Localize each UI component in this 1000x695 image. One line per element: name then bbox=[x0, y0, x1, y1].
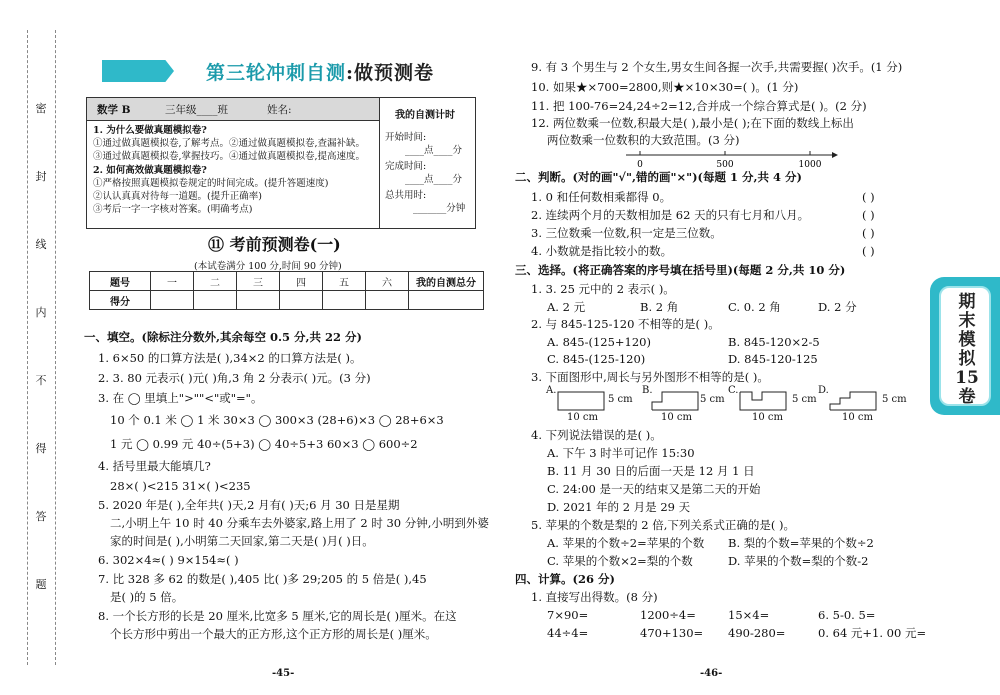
name-label: 姓名: bbox=[267, 104, 292, 116]
binding-line-outer bbox=[27, 30, 28, 665]
tip-heading: 2. 如何高效做真题模拟卷? bbox=[93, 165, 207, 176]
side-tab-char: 期 bbox=[958, 292, 976, 312]
timer-title: 我的自测计时 bbox=[395, 110, 455, 121]
margin-char: 线 bbox=[35, 238, 47, 251]
calc-item: 44÷4= bbox=[547, 626, 589, 640]
choice-option: A. 苹果的个数÷2=苹果的个数 bbox=[547, 536, 705, 550]
figure-base: 10 cm bbox=[567, 412, 598, 423]
title-part1: 第三轮冲刺自测 bbox=[206, 62, 347, 84]
tip-line: ③通过做真题模拟卷,掌握技巧。④通过做真题模拟卷,提高速度。 bbox=[93, 151, 366, 162]
page-number-left: -45- bbox=[272, 668, 295, 679]
score-header: 六 bbox=[366, 272, 409, 291]
judge-answer[interactable]: ( ) bbox=[862, 244, 875, 258]
judge-answer[interactable]: ( ) bbox=[862, 226, 875, 240]
tip-line: ②认认真真对待每一道题。(提升正确率) bbox=[93, 191, 262, 202]
score-header: 三 bbox=[237, 272, 280, 291]
question-line: 1. 6×50 的口算方法是( ),34×2 的口算方法是( )。 bbox=[98, 351, 362, 365]
judge-item: 3. 三位数乘一位数,积一定是三位数。 bbox=[531, 226, 722, 240]
tips-panel bbox=[87, 98, 380, 228]
total-label: 总共用时: bbox=[385, 190, 427, 201]
page-title bbox=[206, 58, 434, 85]
total-fill: _______分钟 bbox=[413, 203, 466, 214]
score-table bbox=[89, 271, 484, 310]
figure-base: 10 cm bbox=[661, 412, 692, 423]
score-header: 四 bbox=[280, 272, 323, 291]
tip-line: ③考后一字一字核对答案。(明确考点) bbox=[93, 204, 253, 215]
side-tab-char: 卷 bbox=[958, 387, 976, 407]
binding-line-inner bbox=[55, 30, 56, 665]
choice-option: D. 苹果的个数=梨的个数-2 bbox=[728, 554, 869, 568]
figure-letter: D. bbox=[818, 385, 829, 396]
judge-answer[interactable]: ( ) bbox=[862, 190, 875, 204]
calc-item: 7×90= bbox=[547, 608, 589, 622]
judge-item: 4. 小数就是指比较小的数。 bbox=[531, 244, 673, 258]
question-line: 家的时间是( ),小明第二天回家,第二天是( )月( )日。 bbox=[110, 534, 374, 548]
tip-line: ①通过做真题模拟卷,了解考点。②通过做真题模拟卷,查漏补缺。 bbox=[93, 138, 366, 149]
question-line: 8. 一个长方形的长是 20 厘米,比宽多 5 厘米,它的周长是( )厘米。在这 bbox=[98, 609, 457, 623]
exam-subtitle: (本试卷满分 100 分,时间 90 分钟) bbox=[194, 261, 342, 272]
question-line: 10 个 0.1 米 ◯ 1 米 30×3 ◯ 300×3 (28+6)×3 ◯ 28+6×3 bbox=[110, 413, 444, 427]
page-number-right: -46- bbox=[700, 668, 723, 679]
figure-a-shape bbox=[558, 392, 604, 410]
choice-option: C. 845-(125-120) bbox=[547, 352, 646, 366]
question-line: 5. 苹果的个数是梨的 2 倍,下列关系式正确的是( )。 bbox=[531, 518, 796, 532]
question-line: 12. 两位数乘一位数,积最大是( ),最小是( );在下面的数线上标出 bbox=[531, 116, 854, 130]
header-banner bbox=[102, 60, 174, 82]
question-line: 7. 比 328 多 62 的数是( ),405 比( )多 29;205 的 5 倍是( ),45 bbox=[98, 572, 427, 586]
score-cell[interactable] bbox=[323, 291, 366, 310]
section-heading: 一、填空。(除标注分数外,其余每空 0.5 分,共 22 分) bbox=[84, 330, 362, 344]
figure-a bbox=[556, 390, 606, 412]
score-cell[interactable] bbox=[237, 291, 280, 310]
end-label: 完成时间: bbox=[385, 161, 427, 172]
figure-letter: A. bbox=[546, 385, 557, 396]
side-tab-char: 末 bbox=[958, 311, 976, 331]
margin-char: 题 bbox=[35, 578, 47, 591]
question-line: 10. 如果★×700=2800,则★×10×30=( )。(1 分) bbox=[531, 80, 799, 94]
side-tab-char: 模 bbox=[958, 330, 976, 350]
score-cell[interactable] bbox=[194, 291, 237, 310]
question-line: 1. 直接写出得数。(8 分) bbox=[531, 590, 658, 604]
calc-item: 0. 64 元+1. 00 元= bbox=[818, 626, 927, 640]
choice-option: C. 0. 2 角 bbox=[728, 300, 781, 314]
score-cell[interactable] bbox=[409, 291, 484, 310]
choice-option: B. 梨的个数=苹果的个数÷2 bbox=[728, 536, 874, 550]
figure-d-shape bbox=[830, 392, 876, 410]
grade-label: 三年级____班 bbox=[165, 104, 228, 116]
end-fill: ____点____分 bbox=[405, 174, 463, 185]
figure-side: 5 cm bbox=[700, 394, 725, 405]
score-header: 一 bbox=[151, 272, 194, 291]
score-cell[interactable] bbox=[280, 291, 323, 310]
question-line: 5. 2020 年是( ),全年共( )天,2 月有( )天;6 月 30 日是星期 bbox=[98, 498, 400, 512]
score-header: 我的自测总分 bbox=[409, 272, 484, 291]
margin-char: 封 bbox=[35, 170, 47, 183]
exam-title: ⑪ 考前预测卷(一) bbox=[208, 235, 341, 254]
subject-label: 数学 B bbox=[97, 104, 131, 116]
figure-letter: B. bbox=[642, 385, 653, 396]
start-fill: ____点____分 bbox=[405, 145, 463, 156]
score-cell[interactable] bbox=[151, 291, 194, 310]
figure-base: 10 cm bbox=[842, 412, 873, 423]
figure-b bbox=[650, 390, 700, 412]
info-box bbox=[86, 97, 476, 229]
question-line: 1 元 ◯ 0.99 元 40÷(5+3) ◯ 40÷5+3 60×3 ◯ 600÷2 bbox=[110, 437, 418, 451]
figure-d bbox=[828, 390, 880, 412]
question-line: 2. 3. 80 元表示( )元( )角,3 角 2 分表示( )元。(3 分) bbox=[98, 371, 371, 385]
figure-b-shape bbox=[652, 392, 698, 410]
score-cell[interactable] bbox=[366, 291, 409, 310]
question-line: 28×( )<215 31×( )<235 bbox=[110, 479, 251, 493]
choice-option: C. 24:00 是一天的结束又是第二天的开始 bbox=[547, 482, 761, 496]
margin-char: 答 bbox=[35, 510, 47, 523]
question-line: 3. 在 ◯ 里填上">""<"或"="。 bbox=[98, 391, 263, 405]
question-line: 4. 括号里最大能填几? bbox=[98, 459, 211, 473]
calc-item: 6. 5-0. 5= bbox=[818, 608, 876, 622]
choice-option: B. 2 角 bbox=[640, 300, 679, 314]
score-row-label: 得分 bbox=[90, 291, 151, 310]
question-line: 个长方形中剪出一个最大的正方形,这个正方形的周长是( )厘米。 bbox=[110, 627, 437, 641]
choice-option: C. 苹果的个数×2=梨的个数 bbox=[547, 554, 693, 568]
judge-answer[interactable]: ( ) bbox=[862, 208, 875, 222]
choice-option: A. 下午 3 时半可记作 15:30 bbox=[547, 446, 695, 460]
start-label: 开始时间: bbox=[385, 132, 427, 143]
tick-label: 500 bbox=[716, 160, 734, 169]
margin-char: 不 bbox=[35, 374, 47, 387]
side-tab-inner bbox=[939, 286, 991, 406]
tip-heading: 1. 为什么要做真题模拟卷? bbox=[93, 125, 207, 136]
section-heading: 三、选择。(将正确答案的序号填在括号里)(每题 2 分,共 10 分) bbox=[515, 263, 846, 277]
title-part2: 做预测卷 bbox=[354, 62, 435, 84]
choice-option: A. 845-(125+120) bbox=[547, 335, 651, 349]
score-header: 二 bbox=[194, 272, 237, 291]
subject-bar bbox=[87, 98, 379, 121]
question-line: 2. 与 845-125-120 不相等的是( )。 bbox=[531, 317, 720, 331]
question-line: 11. 把 100-76=24,24÷2=12,合并成一个综合算式是( )。(2 分) bbox=[531, 99, 867, 113]
figure-base: 10 cm bbox=[752, 412, 783, 423]
question-line: 6. 302×4≈( ) 9×154≈( ) bbox=[98, 553, 239, 567]
choice-option: B. 845-120×2-5 bbox=[728, 335, 820, 349]
figure-c bbox=[738, 390, 790, 412]
choice-option: D. 2 分 bbox=[818, 300, 857, 314]
question-line: 3. 下面图形中,周长与另外图形不相等的是( )。 bbox=[531, 370, 769, 384]
question-line: 9. 有 3 个男生与 2 个女生,男女生间各握一次手,共需要握( )次手。(1 分) bbox=[531, 60, 903, 74]
question-line: 是( )的 5 倍。 bbox=[110, 590, 184, 604]
tip-line: ①严格按照真题模拟卷规定的时间完成。(提升答题速度) bbox=[93, 178, 329, 189]
side-tab-char: 拟 bbox=[958, 349, 976, 369]
margin-char: 密 bbox=[35, 102, 47, 115]
tick-label: 1000 bbox=[798, 160, 822, 169]
judge-item: 2. 连续两个月的天数相加是 62 天的只有七月和八月。 bbox=[531, 208, 810, 222]
figure-letter: C. bbox=[728, 385, 739, 396]
figure-side: 5 cm bbox=[608, 394, 633, 405]
judge-item: 1. 0 和任何数相乘都得 0。 bbox=[531, 190, 672, 204]
title-sep: : bbox=[346, 62, 355, 84]
margin-char: 内 bbox=[35, 306, 47, 319]
figure-side: 5 cm bbox=[882, 394, 907, 405]
margin-char: 得 bbox=[35, 442, 47, 455]
question-line: 1. 3. 25 元中的 2 表示( )。 bbox=[531, 282, 675, 296]
figure-c-shape bbox=[740, 392, 786, 410]
choice-option: A. 2 元 bbox=[547, 300, 586, 314]
side-tab-char: 15 bbox=[955, 368, 979, 388]
calc-item: 15×4= bbox=[728, 608, 770, 622]
figure-side: 5 cm bbox=[792, 394, 817, 405]
choice-option: D. 2021 年的 2 月是 29 天 bbox=[547, 500, 691, 514]
number-line bbox=[620, 147, 840, 169]
number-line-arrow bbox=[832, 152, 838, 158]
calc-item: 470+130= bbox=[640, 626, 704, 640]
score-header: 题号 bbox=[90, 272, 151, 291]
question-line: 两位数乘一位数积的大致范围。(3 分) bbox=[547, 133, 740, 147]
section-heading: 二、判断。(对的画"√",错的画"×")(每题 1 分,共 4 分) bbox=[515, 170, 802, 184]
question-line: 4. 下列说法错误的是( )。 bbox=[531, 428, 662, 442]
choice-option: B. 11 月 30 日的后面一天是 12 月 1 日 bbox=[547, 464, 755, 478]
calc-item: 490-280= bbox=[728, 626, 786, 640]
score-header: 五 bbox=[323, 272, 366, 291]
calc-item: 1200÷4= bbox=[640, 608, 696, 622]
tick-label: 0 bbox=[637, 160, 643, 169]
side-tab bbox=[930, 277, 1000, 415]
section-heading: 四、计算。(26 分) bbox=[515, 572, 615, 586]
question-line: 二,小明上午 10 时 40 分乘车去外婆家,路上用了 2 时 30 分钟,小明到外婆 bbox=[110, 516, 489, 530]
choice-option: D. 845-120-125 bbox=[728, 352, 818, 366]
